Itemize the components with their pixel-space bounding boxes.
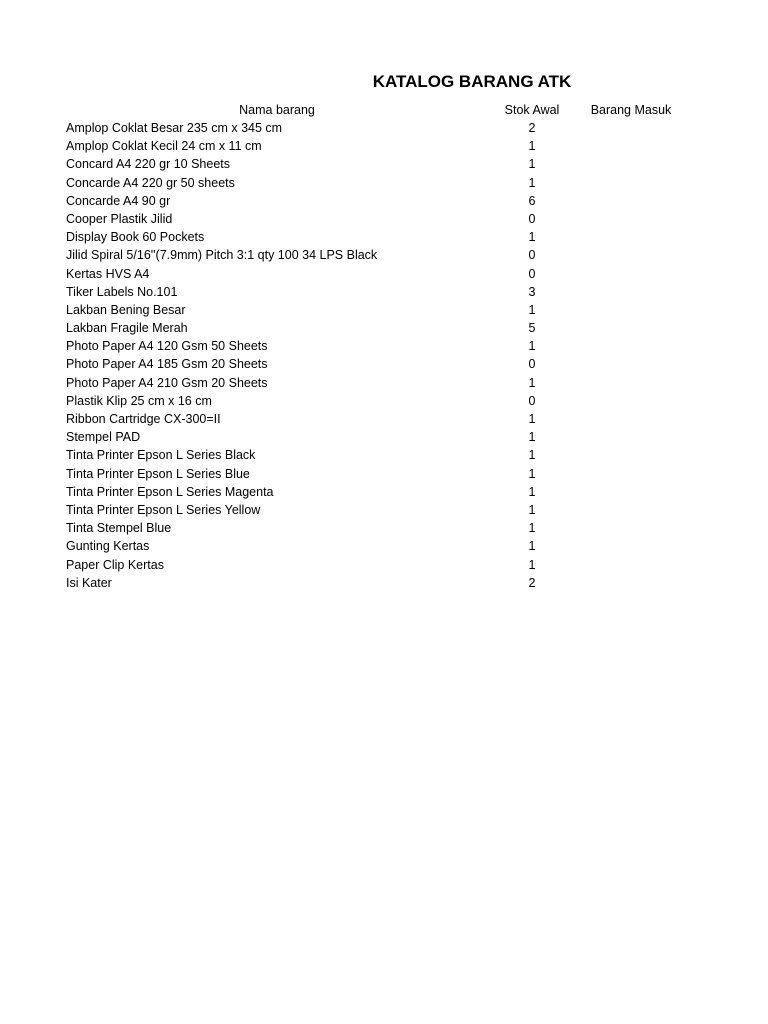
table-row	[0, 337, 768, 355]
table-row	[0, 192, 768, 210]
page-title: KATALOG BARANG ATK	[372, 72, 572, 91]
table-row	[0, 119, 768, 137]
item-name: Tinta Printer Epson L Series Black	[66, 448, 256, 463]
table-row	[0, 137, 768, 155]
item-stok-awal: 1	[528, 412, 536, 426]
item-stok-awal: 1	[528, 521, 536, 536]
item-table	[0, 119, 768, 592]
table-row	[0, 501, 768, 519]
item-stok-awal: 1	[528, 484, 536, 499]
item-stok-awal: 3	[528, 284, 536, 299]
table-row	[0, 519, 768, 537]
table-row	[0, 355, 768, 373]
item-name: Display Book 60 Pockets	[66, 230, 205, 245]
item-name: Stempel PAD	[66, 430, 141, 445]
column-header-name: Nama barang	[239, 103, 315, 117]
table-row	[0, 392, 768, 410]
table-row	[0, 283, 768, 301]
table-row	[0, 174, 768, 192]
item-stok-awal: 6	[528, 193, 536, 208]
table-row	[0, 410, 768, 428]
table-row	[0, 246, 768, 264]
table-row	[0, 465, 768, 483]
item-name: Amplop Coklat Besar 235 cm x 345 cm	[66, 121, 283, 135]
table-row	[0, 483, 768, 501]
item-name: Photo Paper A4 210 Gsm 20 Sheets	[66, 375, 268, 390]
column-header-barang-masuk: Barang Masuk	[590, 103, 672, 117]
table-row	[0, 301, 768, 319]
item-name: Kertas HVS A4	[66, 266, 150, 281]
item-stok-awal: 1	[528, 557, 536, 572]
item-stok-awal: 1	[528, 339, 536, 354]
table-row	[0, 574, 768, 592]
table-row	[0, 265, 768, 283]
item-stok-awal: 1	[528, 502, 536, 517]
item-name: Cooper Plastik Jilid	[66, 211, 173, 226]
item-stok-awal: 1	[528, 230, 536, 245]
item-name: Photo Paper A4 185 Gsm 20 Sheets	[66, 357, 268, 372]
item-name: Photo Paper A4 120 Gsm 50 Sheets	[66, 339, 268, 354]
item-name: Isi Kater	[66, 575, 112, 590]
item-name: Gunting Kertas	[66, 539, 150, 554]
item-name: Lakban Bening Besar	[66, 302, 186, 317]
item-name: Tinta Stempel Blue	[66, 521, 172, 536]
table-row	[0, 556, 768, 574]
item-stok-awal: 1	[528, 466, 536, 481]
item-name: Concarde A4 220 gr 50 sheets	[66, 175, 235, 190]
item-stok-awal: 1	[528, 375, 536, 390]
table-row	[0, 428, 768, 446]
item-stok-awal: 1	[528, 430, 536, 445]
item-stok-awal: 1	[528, 302, 536, 317]
item-stok-awal: 1	[528, 539, 536, 554]
item-stok-awal: 1	[528, 175, 536, 190]
table-row	[0, 155, 768, 173]
item-stok-awal: 0	[528, 248, 536, 263]
item-name: Tinta Printer Epson L Series Blue	[66, 466, 250, 481]
table-row	[0, 228, 768, 246]
item-name: Lakban Fragile Merah	[66, 321, 188, 336]
item-name: Concarde A4 90 gr	[66, 193, 171, 208]
item-stok-awal: 1	[528, 157, 536, 172]
item-stok-awal: 2	[528, 121, 536, 135]
item-stok-awal: 0	[528, 393, 536, 408]
table-row	[0, 446, 768, 464]
item-name: Tinta Printer Epson L Series Yellow	[66, 502, 261, 517]
item-name: Paper Clip Kertas	[66, 557, 164, 572]
item-stok-awal: 1	[528, 448, 536, 463]
item-stok-awal: 5	[528, 321, 536, 336]
item-name: Tinta Printer Epson L Series Magenta	[66, 484, 274, 499]
item-stok-awal: 0	[528, 357, 536, 372]
column-header-stok-awal: Stok Awal	[504, 103, 560, 117]
table-row	[0, 319, 768, 337]
item-stok-awal: 2	[528, 575, 536, 590]
table-row	[0, 210, 768, 228]
item-name: Plastik Klip 25 cm x 16 cm	[66, 393, 212, 408]
table-row	[0, 537, 768, 555]
item-name: Ribbon Cartridge CX-300=II	[66, 412, 221, 426]
item-name: Jilid Spiral 5/16''(7.9mm) Pitch 3:1 qty 100 34 LPS Black	[66, 248, 378, 263]
item-stok-awal: 0	[528, 266, 536, 281]
item-stok-awal: 1	[528, 139, 536, 154]
table-row	[0, 374, 768, 392]
item-name: Tiker Labels No.101	[66, 284, 178, 299]
item-stok-awal: 0	[528, 211, 536, 226]
item-name: Amplop Coklat Kecil 24 cm x 11 cm	[66, 139, 262, 154]
item-name: Concard A4 220 gr 10 Sheets	[66, 157, 231, 172]
